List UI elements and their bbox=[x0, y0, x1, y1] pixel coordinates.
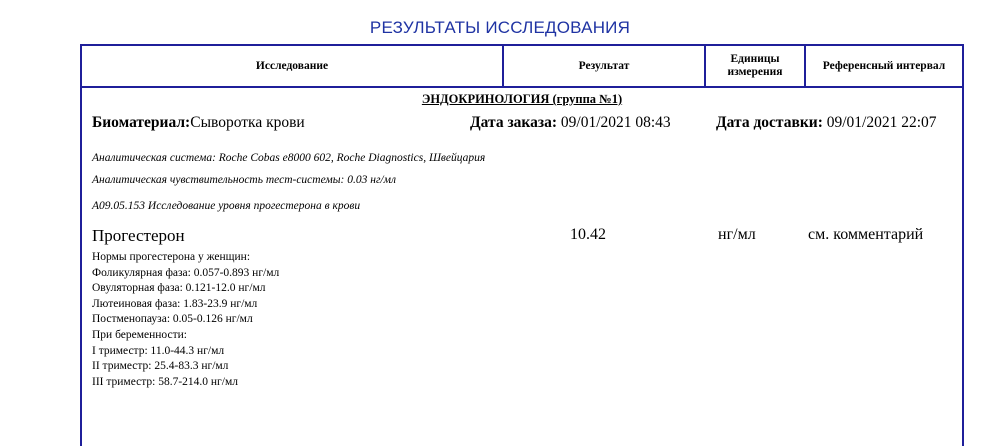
header-reference: Референсный интервал bbox=[822, 59, 946, 72]
delivery-date bbox=[716, 114, 937, 132]
norm-line: Фоликулярная фаза: 0.057-0.893 нг/мл bbox=[92, 266, 280, 279]
delivery-date-label: Дата доставки: bbox=[716, 114, 823, 131]
norm-line: Нормы прогестерона у женщин: bbox=[92, 251, 251, 263]
norm-line: При беременности: bbox=[92, 328, 187, 341]
biomaterial-label: Биоматериал: bbox=[92, 114, 191, 131]
page-title: РЕЗУЛЬТАТЫ ИССЛЕДОВАНИЯ bbox=[369, 18, 631, 37]
norm-line: I триместр: 11.0-44.3 нг/мл bbox=[92, 344, 225, 357]
norm-line: Овуляторная фаза: 0.121-12.0 нг/мл bbox=[92, 282, 266, 295]
norm-line: III триместр: 58.7-214.0 нг/мл bbox=[92, 375, 238, 388]
header-units bbox=[706, 46, 804, 86]
analyte-reference: см. комментарий bbox=[808, 226, 924, 243]
group-title: ЭНДОКРИНОЛОГИЯ (группа №1) bbox=[421, 92, 623, 106]
biomaterial bbox=[92, 114, 305, 132]
sensitivity: Аналитическая чувствительность тест-системы: 0.03 нг/мл bbox=[92, 174, 396, 186]
header-result: Результат bbox=[578, 59, 630, 72]
analyte-result: 10.42 bbox=[570, 226, 606, 243]
analyte-units: нг/мл bbox=[718, 226, 756, 243]
biomaterial-value: Сыворотка крови bbox=[190, 114, 305, 131]
norm-line: Лютеиновая фаза: 1.83-23.9 нг/мл bbox=[92, 297, 258, 310]
table-header bbox=[82, 46, 962, 88]
header-study: Исследование bbox=[255, 59, 329, 72]
order-date bbox=[470, 114, 671, 132]
delivery-date-value: 09/01/2021 22:07 bbox=[826, 114, 937, 131]
test-code: A09.05.153 Исследование уровня прогестерона в крови bbox=[92, 200, 361, 212]
norm-line: Постменопауза: 0.05-0.126 нг/мл bbox=[92, 313, 253, 326]
header-units-line1: Единицы bbox=[730, 53, 780, 65]
header-units-line2: измерения bbox=[727, 66, 783, 78]
norm-line: II триместр: 25.4-83.3 нг/мл bbox=[92, 360, 229, 373]
analyte-name: Прогестерон bbox=[92, 226, 185, 245]
results-table bbox=[80, 44, 964, 446]
order-date-value: 09/01/2021 08:43 bbox=[560, 114, 671, 131]
norms-comment bbox=[92, 250, 279, 390]
order-date-label: Дата заказа: bbox=[470, 114, 558, 131]
analytic-system: Аналитическая система: Roche Cobas e8000 602, Roche Diagnostics, Швейцария bbox=[92, 152, 486, 164]
